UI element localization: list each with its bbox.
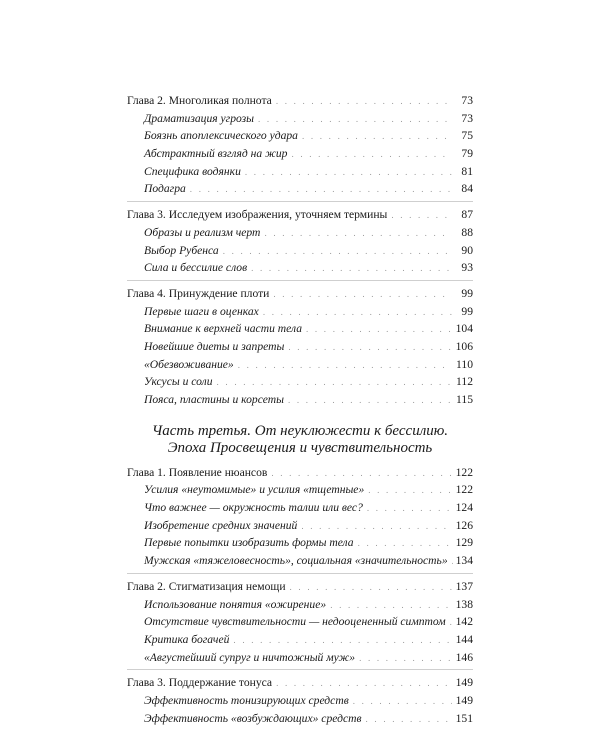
page-number: 149 — [455, 676, 473, 690]
toc-section — [127, 613, 473, 631]
toc-section — [127, 259, 473, 277]
section-title: Сила и бессилие слов — [144, 261, 248, 275]
leader-dots — [358, 535, 452, 553]
toc-section — [127, 127, 473, 145]
toc-section — [127, 242, 473, 260]
section-title: Боязнь апоплексического удара — [144, 129, 298, 143]
leader-dots — [359, 650, 452, 668]
leader-dots — [276, 93, 452, 111]
section-title: Эффективность «возбуждающих» средств — [144, 711, 362, 725]
section-title: Пояса, пластины и корсеты — [144, 393, 284, 406]
toc-section — [127, 552, 473, 570]
divider — [127, 280, 473, 281]
page-number: 149 — [455, 693, 473, 707]
leader-dots — [288, 392, 452, 410]
leader-dots — [288, 339, 452, 357]
page-number: 144 — [455, 632, 473, 646]
toc-section — [127, 534, 473, 552]
page-number: 142 — [455, 615, 473, 629]
page-number: 99 — [461, 286, 473, 300]
leader-dots — [264, 225, 452, 243]
leader-dots — [353, 693, 452, 711]
page-number: 124 — [455, 501, 473, 515]
section-title: Образы и реализм черт — [144, 225, 261, 239]
section-title: Отсутствие чувствительности — недооцененный симптом — [144, 615, 446, 629]
toc-section — [127, 481, 473, 499]
page-number: 88 — [461, 225, 473, 239]
part-heading — [127, 423, 473, 458]
page-number: 146 — [455, 650, 473, 664]
leader-dots — [258, 111, 452, 129]
leader-dots — [302, 128, 452, 146]
section-title: Мужская «тяжеловесность», социальная «значительность» — [144, 554, 448, 568]
page-number: 73 — [461, 111, 473, 125]
section-title: Первые попытки изобразить формы тела — [144, 536, 354, 550]
part-heading-line-1: Часть третья. От неуклюжести к бессилию. — [151, 422, 449, 439]
page-number: 84 — [461, 182, 473, 196]
divider — [127, 669, 473, 670]
leader-dots — [190, 181, 452, 199]
section-title: Усилия «неутомимые» и усилия «тщетные» — [144, 483, 365, 497]
leader-dots — [366, 711, 452, 729]
leader-dots — [251, 260, 452, 278]
leader-dots — [271, 465, 452, 483]
toc-section — [127, 391, 473, 409]
toc-section — [127, 145, 473, 163]
leader-dots — [223, 243, 452, 261]
page-number: 138 — [455, 597, 473, 611]
section-title: Внимание к верхней части тела — [144, 322, 302, 336]
toc-section — [127, 356, 473, 374]
page-number: 112 — [456, 375, 473, 389]
page-number: 115 — [456, 393, 473, 406]
toc-section — [127, 373, 473, 391]
leader-dots — [238, 357, 452, 375]
page-number: 122 — [455, 465, 473, 479]
page-number: 129 — [455, 536, 473, 550]
toc-section — [127, 710, 473, 728]
divider — [127, 201, 473, 202]
page-number: 110 — [456, 357, 473, 371]
leader-dots — [245, 164, 452, 182]
toc-section — [127, 517, 473, 535]
page-number: 73 — [461, 94, 473, 107]
section-title: Использование понятия «ожирение» — [144, 597, 327, 611]
leader-dots — [450, 614, 452, 632]
page-number: 90 — [461, 243, 473, 257]
leader-dots — [273, 286, 452, 304]
chapter-title: Глава 1. Появление нюансов — [127, 465, 268, 479]
section-title: Абстрактный взгляд на жир — [144, 147, 288, 161]
toc-chapter — [127, 285, 473, 303]
table-of-contents — [127, 92, 473, 727]
section-title: Новейшие диеты и запреты — [144, 339, 285, 353]
toc-section — [127, 224, 473, 242]
section-title: Специфика водянки — [144, 164, 241, 178]
toc-section — [127, 163, 473, 181]
leader-dots — [291, 146, 452, 164]
section-title: Эффективность тонизирующих средств — [144, 693, 349, 707]
chapter-title: Глава 3. Поддержание тонуса — [127, 676, 273, 690]
leader-dots — [330, 597, 452, 615]
leader-dots — [306, 321, 452, 339]
page-number: 99 — [461, 304, 473, 318]
page-number: 134 — [455, 554, 473, 568]
toc-chapter — [127, 92, 473, 110]
chapter-title: Глава 2. Многоликая полнота — [127, 94, 272, 107]
page-number: 137 — [455, 579, 473, 593]
toc-section — [127, 320, 473, 338]
section-title: Что важнее — окружность талии или вес? — [144, 501, 363, 515]
page-number: 93 — [461, 261, 473, 275]
page-number: 87 — [461, 208, 473, 222]
toc-section — [127, 499, 473, 517]
part-heading-line-2: Эпоха Просвещения и чувствительность — [167, 440, 433, 457]
toc-section — [127, 692, 473, 710]
section-title: Уксусы и соли — [144, 375, 213, 389]
leader-dots — [290, 579, 452, 597]
page-number: 79 — [461, 147, 473, 161]
toc-section — [127, 596, 473, 614]
page-number: 126 — [455, 518, 473, 532]
toc-section — [127, 649, 473, 667]
leader-dots — [367, 500, 452, 518]
section-title: «Обезвоживание» — [144, 357, 234, 371]
chapter-title: Глава 2. Стигматизация немощи — [127, 579, 286, 593]
section-title: Подагра — [144, 182, 186, 196]
page-number: 106 — [455, 339, 473, 353]
toc-section — [127, 303, 473, 321]
page-number: 75 — [461, 129, 473, 143]
leader-dots — [233, 632, 452, 650]
toc-section — [127, 180, 473, 198]
toc-chapter — [127, 206, 473, 224]
toc-chapter — [127, 674, 473, 692]
divider — [127, 573, 473, 574]
section-title: Драматизация угрозы — [144, 111, 255, 125]
section-title: «Августейший супруг и ничтожный муж» — [144, 650, 356, 664]
chapter-title: Глава 4. Принуждение плоти — [127, 286, 270, 300]
toc-section — [127, 338, 473, 356]
toc-section — [127, 110, 473, 128]
toc-section — [127, 631, 473, 649]
chapter-title: Глава 3. Исследуем изображения, уточняем термины — [127, 208, 388, 222]
leader-dots — [391, 207, 452, 225]
toc-chapter — [127, 464, 473, 482]
section-title: Критика богачей — [144, 632, 230, 646]
section-title: Выбор Рубенса — [144, 243, 219, 257]
toc-chapter — [127, 578, 473, 596]
section-title: Изобретение средних значений — [144, 518, 298, 532]
leader-dots — [368, 482, 452, 500]
leader-dots — [301, 518, 452, 536]
page-number: 81 — [461, 164, 473, 178]
section-title: Первые шаги в оценках — [144, 304, 259, 318]
page-number: 122 — [455, 483, 473, 497]
page-number: 104 — [455, 322, 473, 336]
leader-dots — [276, 675, 452, 693]
leader-dots — [217, 374, 452, 392]
leader-dots — [263, 304, 452, 322]
page-number: 151 — [455, 711, 473, 725]
